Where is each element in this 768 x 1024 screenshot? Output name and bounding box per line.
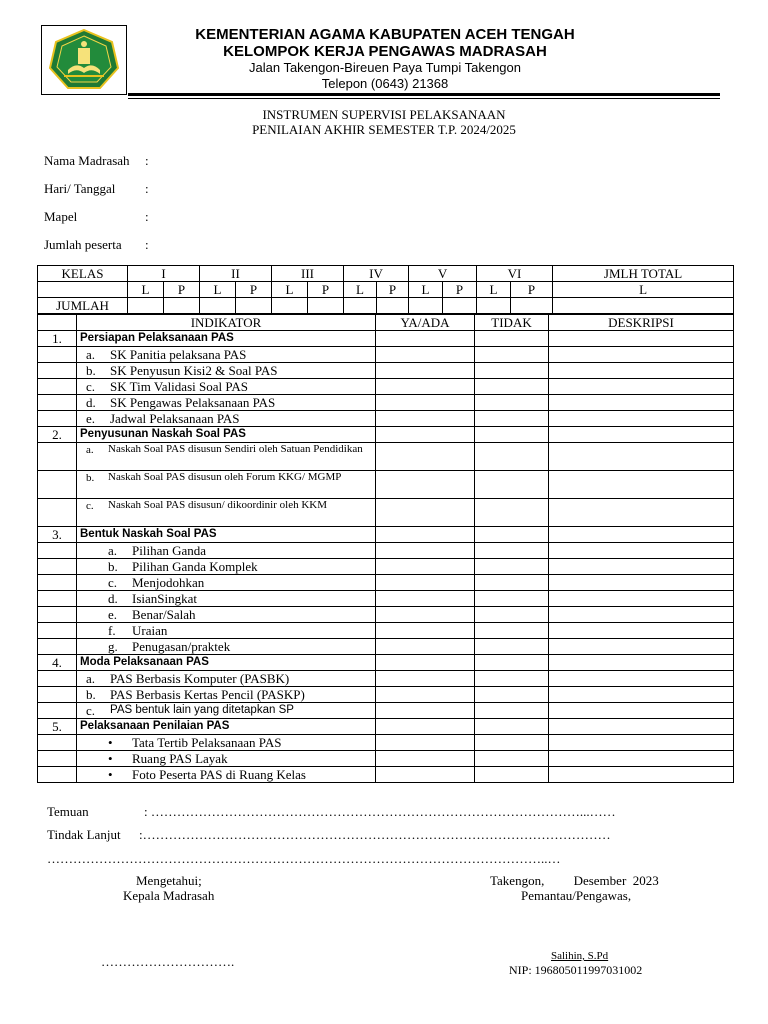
answer-cell (549, 767, 734, 783)
tidak-header: TIDAK (475, 315, 549, 331)
indicator-item (77, 687, 376, 703)
supervisor-nip: NIP: 196805011997031002 (509, 963, 643, 977)
answer-cell (376, 719, 475, 735)
indicator-row (38, 471, 734, 499)
answer-cell (475, 703, 549, 719)
supervisor-name: Salihin, S.Pd (551, 950, 609, 962)
empty-cell (38, 591, 77, 607)
answer-cell (376, 671, 475, 687)
item-marker: e. (86, 411, 96, 426)
section-number: 5. (38, 719, 77, 735)
p-header: P (236, 282, 272, 298)
item-marker: a. (86, 671, 96, 686)
answer-cell (475, 527, 549, 543)
answer-cell (475, 655, 549, 671)
answer-cell (475, 751, 549, 767)
class-header-4: IV (344, 266, 409, 282)
answer-cell (475, 591, 549, 607)
p-header: P (308, 282, 344, 298)
kepala-madrasah-label: Kepala Madrasah (123, 888, 215, 903)
answer-cell (475, 607, 549, 623)
answer-cell (376, 543, 475, 559)
indicator-item (77, 671, 376, 687)
section-row (38, 655, 734, 671)
signature-dots: …………………………. (101, 954, 235, 969)
indicator-table (37, 314, 734, 783)
answer-cell (376, 527, 475, 543)
answer-cell (549, 395, 734, 411)
answer-cell (549, 623, 734, 639)
section-row (38, 527, 734, 543)
empty-cell (38, 671, 77, 687)
answer-cell (549, 499, 734, 527)
indicator-item (77, 639, 376, 655)
answer-cell (376, 471, 475, 499)
field-label-participants: Jumlah peserta (44, 237, 122, 252)
tindak-lanjut-label: Tindak Lanjut (47, 827, 121, 842)
item-text: Foto Peserta PAS di Ruang Kelas (132, 767, 306, 782)
answer-cell (475, 767, 549, 783)
answer-cell (376, 575, 475, 591)
empty-cell (38, 751, 77, 767)
header-rule-thick (128, 93, 720, 96)
answer-cell (475, 575, 549, 591)
item-marker: b. (86, 472, 95, 484)
answer-cell (549, 543, 734, 559)
empty-cell (38, 687, 77, 703)
notes-dots-line: ……………………………………………………………………………………………………..… (47, 851, 561, 866)
logo-frame (41, 25, 127, 95)
indicator-row (38, 735, 734, 751)
answer-cell (549, 443, 734, 471)
item-text: Penugasan/praktek (132, 639, 231, 654)
answer-cell (376, 767, 475, 783)
item-marker: b. (86, 363, 96, 378)
indicator-item (77, 363, 376, 379)
answer-cell (549, 559, 734, 575)
indicator-row (38, 347, 734, 363)
count-cell (477, 298, 511, 314)
mengetahui-label: Mengetahui; (136, 873, 202, 888)
class-header-6: VI (477, 266, 553, 282)
item-marker: • (108, 735, 113, 750)
header-address: Jalan Takengon-Bireuen Paya Tumpi Takengon (249, 60, 521, 75)
section-number: 2. (38, 427, 77, 443)
indicator-item (77, 443, 376, 471)
l-header: L (272, 282, 308, 298)
count-cell (164, 298, 200, 314)
answer-cell (475, 411, 549, 427)
count-cell (409, 298, 443, 314)
answer-cell (475, 331, 549, 347)
class-header-1: I (128, 266, 200, 282)
answer-cell (549, 411, 734, 427)
answer-cell (549, 671, 734, 687)
empty-cell (38, 607, 77, 623)
answer-cell (376, 655, 475, 671)
answer-cell (376, 751, 475, 767)
answer-cell (376, 687, 475, 703)
indicator-item (77, 751, 376, 767)
indicator-row (38, 671, 734, 687)
answer-cell (549, 687, 734, 703)
item-text: Pilihan Ganda Komplek (132, 559, 258, 574)
item-marker: d. (86, 395, 96, 410)
count-cell (377, 298, 409, 314)
indicator-row (38, 543, 734, 559)
answer-cell (376, 703, 475, 719)
item-text: Naskah Soal PAS disusun/ dikoordinir oleh KKM (108, 499, 327, 511)
indicator-row (38, 639, 734, 655)
section-number: 1. (38, 331, 77, 347)
indikator-header: INDIKATOR (77, 315, 376, 331)
indicator-item (77, 347, 376, 363)
answer-cell (475, 623, 549, 639)
item-text: PAS Berbasis Kertas Pencil (PASKP) (110, 687, 305, 702)
p-header: P (443, 282, 477, 298)
jumlah-label: JUMLAH (38, 298, 128, 314)
item-text: Naskah Soal PAS disusun Sendiri oleh Satuan Pendidikan (108, 443, 363, 455)
indicator-row (38, 443, 734, 471)
field-label-date: Hari/ Tanggal (44, 181, 116, 196)
answer-cell (475, 671, 549, 687)
item-marker: b. (86, 687, 96, 702)
field-colon: : (145, 209, 149, 224)
item-text: PAS Berbasis Komputer (PASBK) (110, 671, 290, 686)
field-label-subject: Mapel (44, 209, 78, 224)
answer-cell (475, 471, 549, 499)
section-row (38, 719, 734, 735)
l-header: L (409, 282, 443, 298)
indicator-item (77, 395, 376, 411)
l-header: L (477, 282, 511, 298)
answer-cell (376, 591, 475, 607)
indicator-item (77, 735, 376, 751)
count-cell (344, 298, 377, 314)
item-text: Uraian (132, 623, 168, 638)
deskripsi-header: DESKRIPSI (549, 315, 734, 331)
empty-cell (38, 623, 77, 639)
answer-cell (475, 687, 549, 703)
empty-cell (38, 575, 77, 591)
answer-cell (549, 471, 734, 499)
empty-cell (38, 703, 77, 719)
p-header: P (164, 282, 200, 298)
empty-cell (38, 443, 77, 471)
empty-cell (38, 379, 77, 395)
answer-cell (549, 607, 734, 623)
total-header: JMLH TOTAL (553, 266, 734, 282)
answer-cell (475, 499, 549, 527)
empty-cell (38, 499, 77, 527)
indicator-item (77, 379, 376, 395)
item-marker: c. (108, 575, 118, 590)
answer-cell (376, 559, 475, 575)
indicator-row (38, 623, 734, 639)
answer-cell (376, 735, 475, 751)
section-title: Pelaksanaan Penilaian PAS (77, 719, 376, 735)
indicator-item (77, 767, 376, 783)
section-title: Moda Pelaksanaan PAS (77, 655, 376, 671)
l-header: L (344, 282, 377, 298)
item-text: SK Panitia pelaksana PAS (110, 347, 247, 362)
answer-cell (376, 395, 475, 411)
l-header: L (128, 282, 164, 298)
answer-cell (549, 527, 734, 543)
ya-header: YA/ADA (376, 315, 475, 331)
answer-cell (549, 331, 734, 347)
answer-cell (475, 427, 549, 443)
item-text: SK Tim Validasi Soal PAS (110, 379, 249, 394)
header-phone: Telepon (0643) 21368 (321, 76, 449, 91)
answer-cell (549, 363, 734, 379)
item-text: Menjodohkan (132, 575, 205, 590)
header-group: KELOMPOK KERJA PENGAWAS MADRASAH (223, 43, 547, 60)
empty-cell (38, 315, 77, 331)
indicator-row (38, 575, 734, 591)
item-marker: e. (108, 607, 118, 622)
answer-cell (376, 379, 475, 395)
empty-cell (38, 363, 77, 379)
item-marker: c. (86, 500, 94, 512)
section-number: 3. (38, 527, 77, 543)
count-cell (128, 298, 164, 314)
temuan-dots: : ………………………………………………………………………………………...…… (144, 804, 616, 819)
field-colon: : (145, 153, 149, 168)
empty-cell (38, 411, 77, 427)
answer-cell (549, 655, 734, 671)
field-label-madrasah: Nama Madrasah (44, 153, 130, 168)
count-cell (272, 298, 308, 314)
answer-cell (475, 719, 549, 735)
indicator-row (38, 559, 734, 575)
item-text: Jadwal Pelaksanaan PAS (110, 411, 240, 426)
document-title-line1: INSTRUMEN SUPERVISI PELAKSANAAN (262, 107, 506, 122)
answer-cell (549, 379, 734, 395)
answer-cell (475, 639, 549, 655)
item-marker: f. (108, 623, 116, 638)
answer-cell (549, 427, 734, 443)
header-rule-thin (128, 98, 720, 99)
answer-cell (549, 347, 734, 363)
item-marker: g. (108, 639, 118, 654)
count-cell (308, 298, 344, 314)
empty-cell (38, 395, 77, 411)
indicator-row (38, 751, 734, 767)
item-text: Ruang PAS Layak (132, 751, 228, 766)
item-marker: a. (86, 347, 96, 362)
item-marker: • (108, 751, 113, 766)
indicator-item (77, 559, 376, 575)
answer-cell (549, 719, 734, 735)
document-title-line2: PENILAIAN AKHIR SEMESTER T.P. 2024/2025 (252, 122, 516, 137)
answer-cell (376, 639, 475, 655)
item-marker: c. (86, 379, 96, 394)
p-header: P (377, 282, 409, 298)
empty-cell (38, 471, 77, 499)
answer-cell (549, 591, 734, 607)
kemenag-logo-icon (42, 26, 126, 94)
answer-cell (549, 735, 734, 751)
item-text: Tata Tertib Pelaksanaan PAS (132, 735, 282, 750)
answer-cell (376, 607, 475, 623)
indicator-row (38, 687, 734, 703)
section-title: Bentuk Naskah Soal PAS (77, 527, 376, 543)
indicator-row (38, 767, 734, 783)
section-title: Penyusunan Naskah Soal PAS (77, 427, 376, 443)
answer-cell (549, 575, 734, 591)
indicator-item (77, 575, 376, 591)
empty-cell (38, 735, 77, 751)
section-row (38, 331, 734, 347)
empty-cell (38, 559, 77, 575)
pemantau-label: Pemantau/Pengawas, (521, 888, 632, 903)
indicator-row (38, 591, 734, 607)
empty-cell (38, 282, 128, 298)
answer-cell (475, 347, 549, 363)
item-text: Naskah Soal PAS disusun oleh Forum KKG/ MGMP (108, 471, 342, 483)
answer-cell (475, 559, 549, 575)
empty-cell (38, 639, 77, 655)
count-cell (200, 298, 236, 314)
l-total-header: L (553, 282, 734, 298)
indicator-item (77, 499, 376, 527)
field-colon: : (145, 237, 149, 252)
item-text: IsianSingkat (132, 591, 197, 606)
answer-cell (376, 443, 475, 471)
answer-cell (475, 735, 549, 751)
item-marker: a. (86, 444, 94, 456)
answer-cell (376, 347, 475, 363)
header-ministry: KEMENTERIAN AGAMA KABUPATEN ACEH TENGAH (195, 26, 575, 43)
count-cell (443, 298, 477, 314)
indicator-item (77, 411, 376, 427)
empty-cell (38, 543, 77, 559)
indicator-item (77, 623, 376, 639)
item-marker: • (108, 767, 113, 782)
item-text: Benar/Salah (132, 607, 196, 622)
answer-cell (475, 363, 549, 379)
answer-cell (376, 331, 475, 347)
answer-cell (549, 639, 734, 655)
item-marker: d. (108, 591, 118, 606)
answer-cell (376, 427, 475, 443)
count-cell (553, 298, 734, 314)
temuan-label: Temuan (47, 804, 89, 819)
answer-cell (475, 395, 549, 411)
empty-cell (38, 347, 77, 363)
answer-cell (475, 543, 549, 559)
item-marker: c. (86, 703, 96, 718)
class-header-3: III (272, 266, 344, 282)
answer-cell (376, 623, 475, 639)
empty-cell (38, 767, 77, 783)
indicator-row (38, 499, 734, 527)
class-table (37, 265, 734, 314)
count-cell (511, 298, 553, 314)
indicator-item (77, 471, 376, 499)
section-row (38, 427, 734, 443)
l-header: L (200, 282, 236, 298)
answer-cell (376, 363, 475, 379)
item-text: SK Pengawas Pelaksanaan PAS (110, 395, 276, 410)
indicator-row (38, 703, 734, 719)
item-text: SK Penyusun Kisi2 & Soal PAS (110, 363, 278, 378)
indicator-item (77, 703, 376, 719)
kelas-header: KELAS (38, 266, 128, 282)
answer-cell (475, 379, 549, 395)
p-header: P (511, 282, 553, 298)
answer-cell (376, 499, 475, 527)
item-marker: b. (108, 559, 118, 574)
answer-cell (376, 411, 475, 427)
item-marker: a. (108, 543, 118, 558)
section-number: 4. (38, 655, 77, 671)
answer-cell (475, 443, 549, 471)
indicator-item (77, 543, 376, 559)
indicator-row (38, 607, 734, 623)
indicator-item (77, 591, 376, 607)
item-text: Pilihan Ganda (132, 543, 207, 558)
indicator-row (38, 411, 734, 427)
class-header-2: II (200, 266, 272, 282)
place-date: Takengon, Desember 2023 (490, 873, 659, 888)
section-title: Persiapan Pelaksanaan PAS (77, 331, 376, 347)
answer-cell (549, 703, 734, 719)
indicator-row (38, 395, 734, 411)
indicator-row (38, 363, 734, 379)
count-cell (236, 298, 272, 314)
tindak-lanjut-dots: :……………………………………………………………………………………………… (139, 827, 611, 842)
field-colon: : (145, 181, 149, 196)
indicator-row (38, 379, 734, 395)
indicator-item (77, 607, 376, 623)
answer-cell (549, 751, 734, 767)
class-header-5: V (409, 266, 477, 282)
item-text: PAS bentuk lain yang ditetapkan SP (110, 704, 294, 716)
